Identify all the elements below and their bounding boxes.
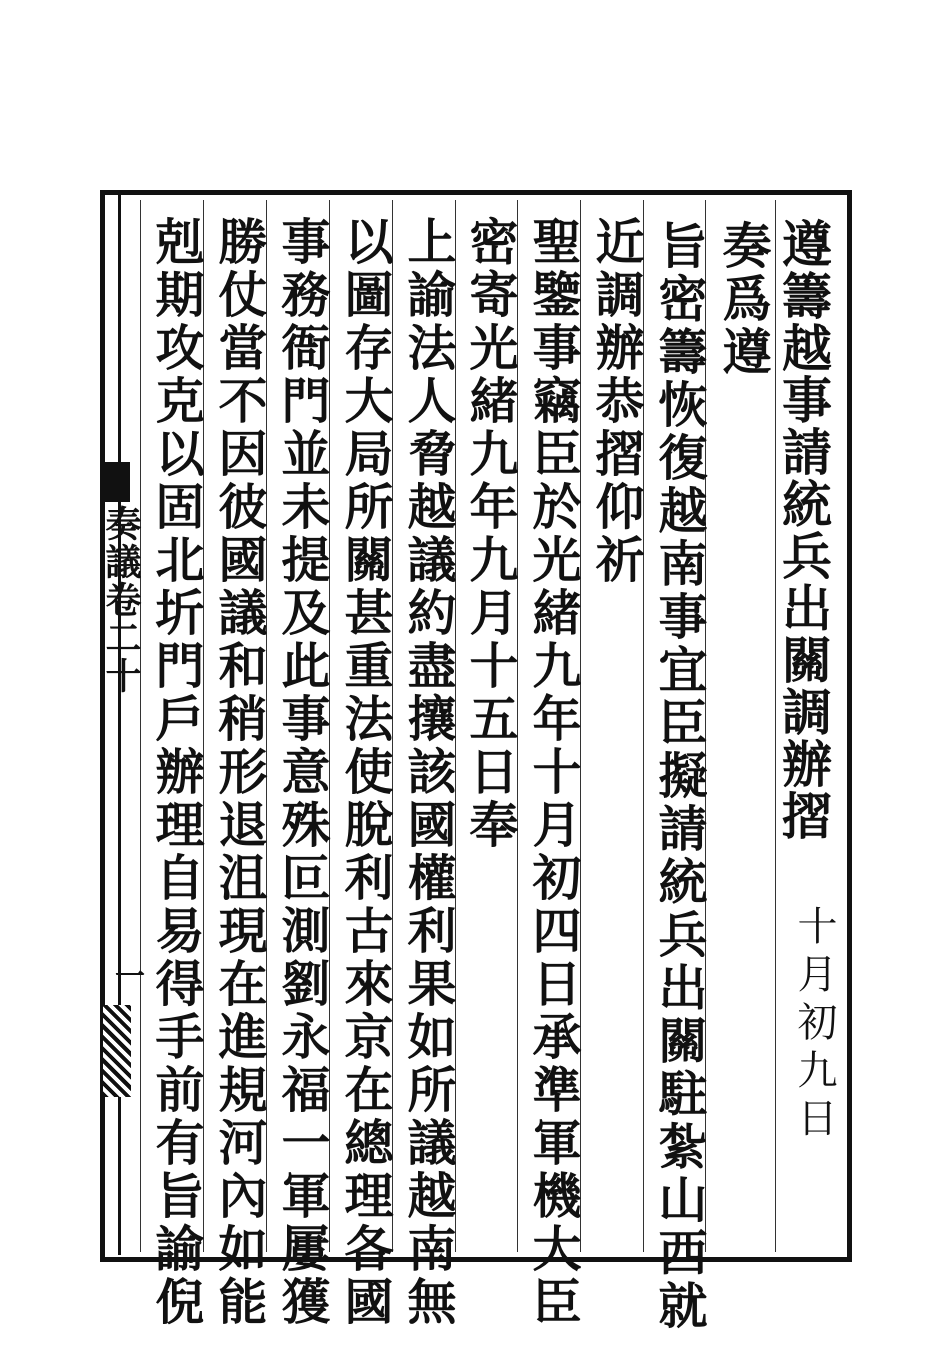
title-text: 遵籌越事請統兵出關調辦摺 xyxy=(774,218,833,842)
column-text: 事務衙門並未提及此事意殊叵測劉永福一軍屢獲 xyxy=(274,216,332,1329)
text-column xyxy=(458,216,524,1246)
column-text: 勝仗當不因彼國議和稍形退沮現在進規河內如能 xyxy=(211,216,269,1329)
text-column xyxy=(144,216,210,1329)
text-column xyxy=(270,216,336,1329)
fold-ornament xyxy=(103,1005,131,1097)
document-title xyxy=(770,218,846,842)
column-text: 聖鑒事竊臣於光緒九年十月初四日承準軍機大臣 xyxy=(525,216,583,1329)
column-text: 奏爲遵 xyxy=(715,220,773,379)
fold-book-title: 奏議卷二十 xyxy=(100,505,142,695)
text-column xyxy=(711,220,777,1250)
text-column xyxy=(333,216,399,1329)
column-text: 上諭法人脅越議約盡攘該國權利果如所議越南無 xyxy=(400,216,458,1329)
column-text: 旨密籌恢復越南事宜臣擬請統兵出關駐紮山西就 xyxy=(651,220,709,1333)
fold-page-number: 一 xyxy=(109,960,144,990)
text-column xyxy=(521,216,587,1329)
column-text: 近調辦恭摺仰祈 xyxy=(588,216,646,587)
text-column xyxy=(396,216,462,1329)
column-text: 剋期攻克以固北圻門戶辦理自易得手前有旨諭倪 xyxy=(148,216,206,1329)
fold-fishtail-mark xyxy=(104,462,130,502)
text-column xyxy=(207,216,273,1329)
column-rule xyxy=(140,200,141,1252)
column-text: 以圖存大局所關甚重法使脫利古來京在總理各國 xyxy=(337,216,395,1329)
text-column xyxy=(647,220,713,1333)
column-text: 密寄光緒九年九月十五日奉 xyxy=(462,216,520,852)
document-date: 十月初九日 xyxy=(791,905,837,1145)
text-column xyxy=(584,216,650,1246)
